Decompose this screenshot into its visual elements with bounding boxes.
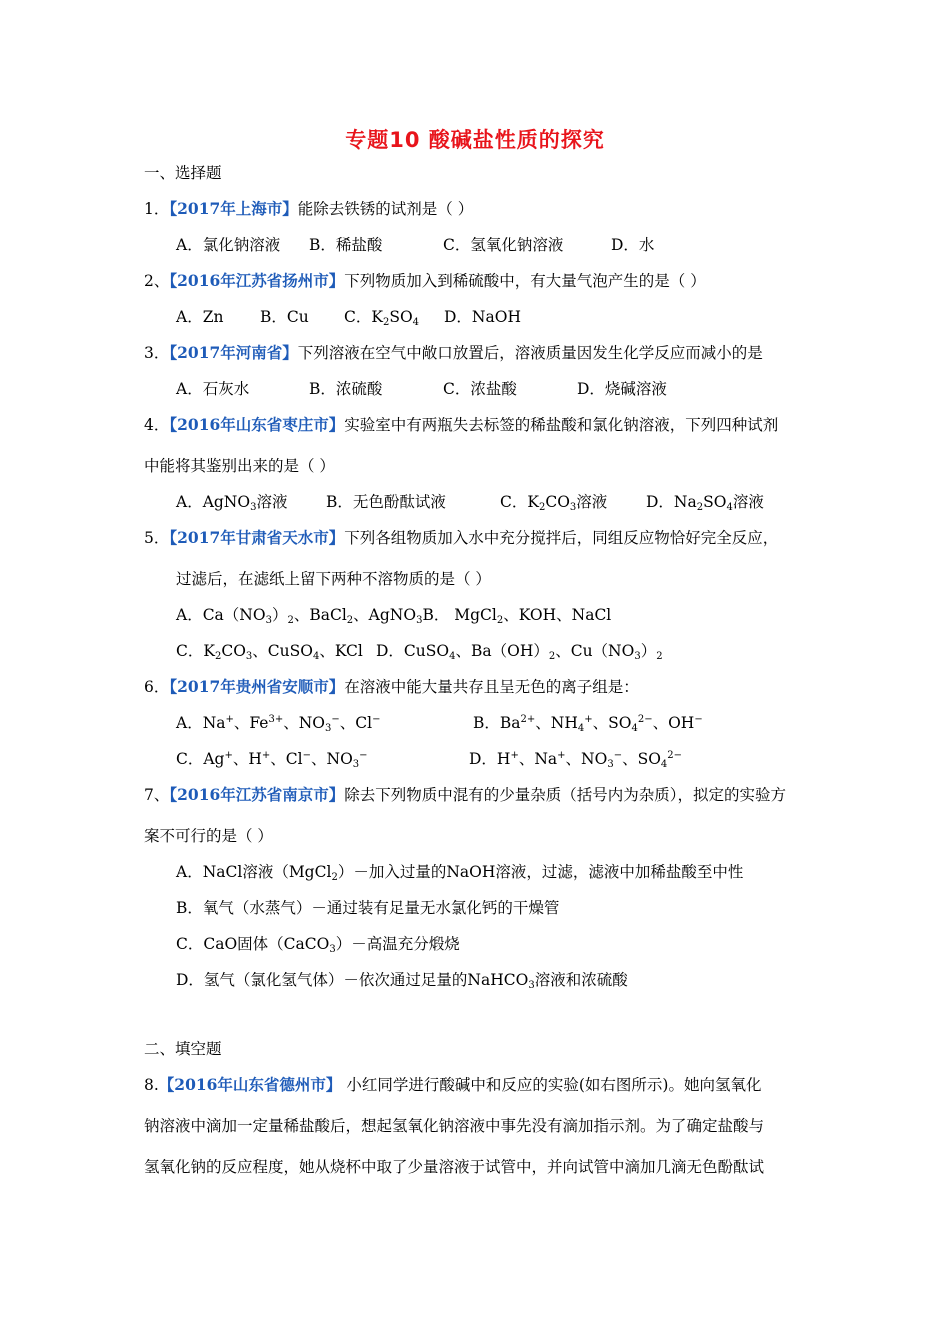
question-2-options	[176, 307, 521, 327]
question-8-stem-line-2: 钠溶液中滴加一定量稀盐酸后，想起氢氧化钠溶液中事先没有滴加指示剂。为了确定盐酸与	[144, 1117, 765, 1135]
option-a: A．$Ca(NO_3)_2$、BaCl$_2$、AgNO$_3$	[176, 606, 423, 626]
question-stem: 除去下列物质中混有的少量杂质（括号内为杂质），拟定的实验方	[344, 786, 787, 804]
question-number: 2、	[144, 272, 170, 290]
question-stem: 小红同学进行酸碱中和反应的实验(如右图所示)。她向氢氧化	[341, 1076, 762, 1094]
option-b: B．浓硫酸	[309, 380, 383, 398]
option-a: A．石灰水	[176, 380, 250, 398]
question-number: 4．	[144, 416, 170, 434]
question-5-stem-continued: 过滤后，在滤纸上留下两种不溶物质的是（ ）	[176, 570, 491, 588]
option-a: A．AgNO$_3$溶液	[176, 493, 288, 513]
option-a: A．Na+、$Fe^{3+}$、$NO_3^-$、Cl−	[176, 714, 381, 734]
question-1	[144, 199, 473, 219]
page-title: 专题10 酸碱盐性质的探究	[345, 128, 605, 152]
question-1-options	[176, 235, 654, 255]
question-stem: 下列各组物质加入水中充分搅拌后，同组反应物恰好完全反应，	[344, 529, 779, 547]
option-b: B． MgCl$_2$、KOH、NaCl	[422, 606, 612, 626]
question-number: 5．	[144, 529, 170, 547]
option-d: D．H+、Na+、$NO_3^-$、$SO_4^{2-}$	[469, 750, 683, 770]
question-stem: 能除去铁锈的试剂是（ ）	[297, 200, 474, 218]
option-b: B．Cu	[260, 308, 309, 326]
question-7	[144, 785, 786, 805]
question-source: 【2017年上海市】	[169, 199, 298, 218]
question-6-options-ab	[176, 713, 703, 733]
option-b: B．无色酚酞试液	[326, 493, 446, 511]
option-d: D．氢气（氯化氢气体）－依次通过足量的NaHCO$_3$溶液和浓硫酸	[176, 971, 628, 991]
question-source: 【2017年河南省】	[169, 343, 298, 362]
question-source: 【2016年江苏省扬州市】	[169, 271, 345, 290]
question-3	[144, 343, 763, 363]
question-stem: 实验室中有两瓶失去标签的稀盐酸和氯化钠溶液，下列四种试剂	[344, 416, 779, 434]
option-b: B．氧气（水蒸气）－通过装有足量无水氯化钙的干燥管	[176, 899, 560, 917]
question-number: 8.	[144, 1076, 159, 1094]
option-d: D．$Na_2SO_4$溶液	[646, 493, 764, 513]
question-stem: 在溶液中能大量共存且呈无色的离子组是：	[344, 678, 639, 696]
question-6-options-cd	[176, 749, 682, 769]
question-6	[144, 677, 639, 697]
question-source: 【2016年江苏省南京市】	[169, 785, 345, 804]
question-2	[144, 271, 706, 291]
question-8	[144, 1075, 761, 1095]
option-d: D．CuSO$_4$、$Ba(OH)_2$、$Cu(NO_3)_2$	[376, 642, 663, 662]
question-5-options-cd	[176, 641, 663, 661]
option-a: A．Zn	[176, 308, 224, 326]
question-4-options	[176, 492, 764, 512]
option-c: C．$K_2CO_3$、CuSO$_4$、KCl	[176, 642, 363, 662]
question-7-stem-continued: 案不可行的是（ ）	[144, 827, 273, 845]
question-stem: 下列溶液在空气中敞口放置后，溶液质量因发生化学反应而减小的是	[297, 344, 763, 362]
question-source: 【2016年山东省德州市】	[158, 1075, 342, 1094]
option-d: D．NaOH	[444, 308, 521, 326]
option-b: B．稀盐酸	[309, 236, 383, 254]
question-source: 【2016年山东省枣庄市】	[169, 415, 345, 434]
section-heading-choice: 一、选择题	[144, 164, 222, 182]
section-heading-fill: 二、填空题	[144, 1040, 222, 1058]
question-5-options-ab	[176, 605, 611, 625]
option-d: D．水	[611, 236, 655, 254]
option-d: D．烧碱溶液	[577, 380, 667, 398]
option-a: A．氯化钠溶液	[176, 236, 281, 254]
option-c: C．CaO固体（CaCO$_3$）－高温充分煅烧	[176, 935, 460, 955]
option-a: A．NaCl溶液（MgCl$_2$）－加入过量的NaOH溶液，过滤，滤液中加稀盐酸至中性	[176, 863, 744, 883]
question-number: 3．	[144, 344, 170, 362]
question-4-stem-continued: 中能将其鉴别出来的是（ ）	[144, 457, 335, 475]
option-c: C．氢氧化钠溶液	[443, 236, 564, 254]
question-5	[144, 528, 778, 548]
option-c: C．Ag+、H+、Cl−、$NO_3^-$	[176, 750, 368, 770]
question-number: 7、	[144, 786, 170, 804]
option-c: C．$K_2SO_4$	[344, 308, 420, 328]
question-3-options	[176, 379, 667, 399]
question-8-stem-line-3: 氢氧化钠的反应程度，她从烧杯中取了少量溶液于试管中，并向试管中滴加几滴无色酚酞试	[144, 1158, 765, 1176]
question-4	[144, 415, 778, 435]
question-stem: 下列物质加入到稀硫酸中，有大量气泡产生的是（ ）	[344, 272, 706, 290]
option-c: C．$K_2CO_3$溶液	[500, 493, 608, 513]
question-number: 1．	[144, 200, 170, 218]
option-c: C．浓盐酸	[443, 380, 517, 398]
question-source: 【2017年贵州省安顺市】	[169, 677, 345, 696]
question-source: 【2017年甘肃省天水市】	[169, 528, 345, 547]
question-number: 6．	[144, 678, 170, 696]
option-b: B．$Ba^{2+}$、$NH_4^+$、$SO_4^{2-}$、OH−	[473, 714, 703, 734]
